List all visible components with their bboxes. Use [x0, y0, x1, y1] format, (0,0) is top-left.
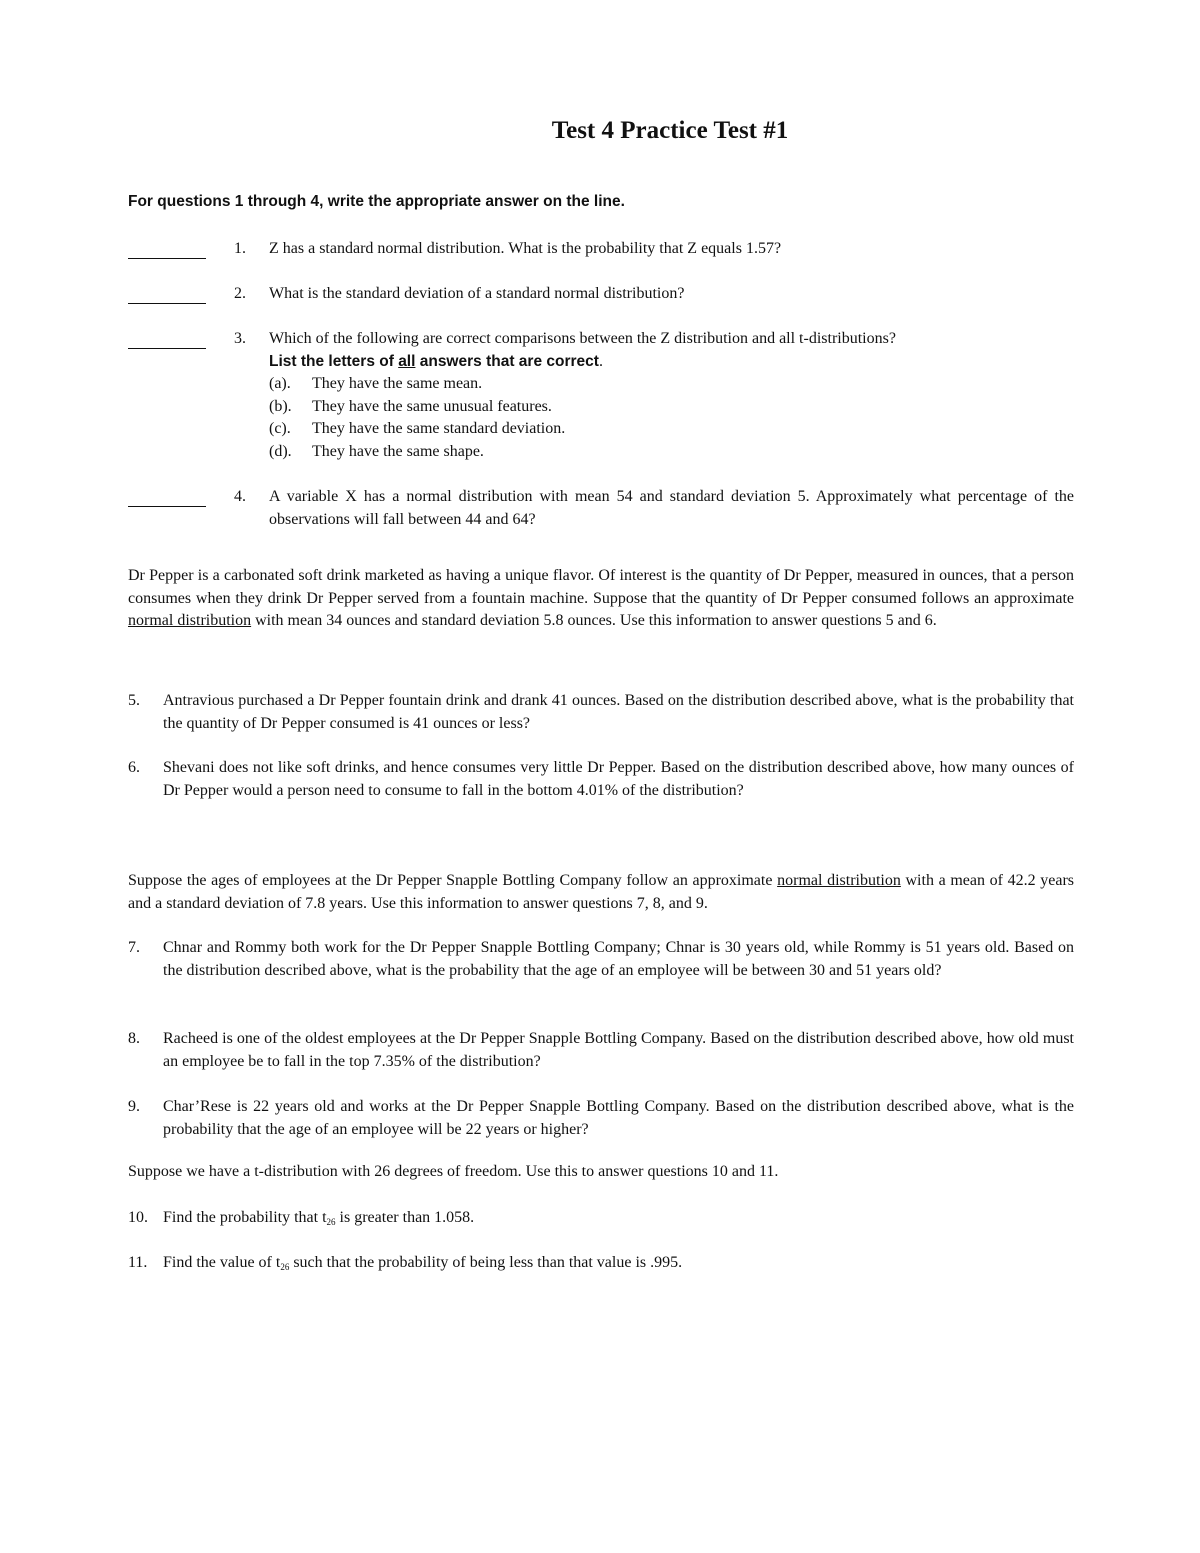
answer-blank-4[interactable]: [128, 506, 206, 507]
option-text: They have the same shape.: [312, 443, 484, 460]
q6-text: Shevani does not like soft drinks, and hence consumes very little Dr Pepper. Based on the distribution described above, how many ounces of Dr Pepper would a person need to consume to fall in the bottom 4.01% of the distribution?: [163, 759, 1074, 799]
q8-number: 8.: [128, 1030, 140, 1047]
option-label: (d).: [269, 443, 292, 460]
q3-option-a: [269, 373, 482, 396]
q3-text: Which of the following are correct comparisons between the Z distribution and all t-distributions?: [269, 330, 896, 347]
q11-pre: Find the value of t: [163, 1254, 281, 1271]
q3-prompt-all: all: [398, 353, 416, 370]
q6-number: 6.: [128, 759, 140, 776]
q2-number: 2.: [234, 285, 246, 302]
q11-post: such that the probability of being less than that value is .995.: [289, 1254, 683, 1271]
q10-post: is greater than 1.058.: [335, 1209, 475, 1226]
employee-age-paragraph: [128, 870, 1074, 915]
q3-option-c: [269, 418, 565, 441]
para2-text-b: with a mean of 42.2 years and a standard deviation of 7.8 years. Use this information to answer questions 7, 8, and 9.: [128, 872, 1075, 912]
q3-option-b: [269, 396, 552, 419]
q3-option-d: [269, 441, 484, 464]
para2-text-a: Suppose the ages of employees at the Dr Pepper Snapple Bottling Company follow an approximate: [128, 872, 778, 889]
q1-number: 1.: [234, 240, 246, 257]
t-distribution-paragraph: Suppose we have a t-distribution with 26 degrees of freedom. Use this to answer questions 10 and 11.: [128, 1163, 779, 1180]
q10-number: 10.: [128, 1209, 148, 1226]
q7-text: Chnar and Rommy both work for the Dr Pepper Snapple Bottling Company; Chnar is 30 years old, while Rommy is 51 years old. Based on the distribution described above, what is the probability that the age of an employee will be between 30 and 51 years old?: [163, 939, 1074, 979]
q10-text: [163, 1207, 1074, 1230]
para1-text-a: Dr Pepper is a carbonated soft drink marketed as having a unique flavor. Of interest is the quantity of Dr Pepper, measured in ounces, that a person consumes when they drink Dr Pepper served from a fountain machine. Suppose that the quantity of Dr Pepper consumed follows an approximate: [128, 567, 1074, 607]
q3-prompt-end: .: [598, 353, 603, 370]
q11-subscript: 26: [280, 1262, 290, 1272]
option-label: (c).: [269, 420, 291, 437]
q2-text: What is the standard deviation of a standard normal distribution?: [269, 285, 685, 302]
para1-normal-distribution: normal distribution: [128, 612, 252, 629]
q5-text: Antravious purchased a Dr Pepper fountain drink and drank 41 ounces. Based on the distribution described above, what is the probability that the quantity of Dr Pepper consumed is 41 ounces or less?: [163, 692, 1074, 732]
option-label: (a).: [269, 375, 291, 392]
option-text: They have the same mean.: [312, 375, 483, 392]
option-text: They have the same standard deviation.: [312, 420, 566, 437]
q11-number: 11.: [128, 1254, 148, 1271]
q10-subscript: 26: [326, 1217, 336, 1227]
dr-pepper-paragraph: [128, 565, 1074, 633]
q3-prompt-c: answers that are correct: [415, 353, 599, 370]
para1-text-b: with mean 34 ounces and standard deviation 5.8 ounces. Use this information to answer questions 5 and 6.: [251, 612, 937, 629]
q8-text: Racheed is one of the oldest employees at the Dr Pepper Snapple Bottling Company. Based on the distribution described above, how old must an employee be to fall in the top 7.35% of the distribution?: [163, 1030, 1074, 1070]
page-title: Test 4 Practice Test #1: [551, 117, 789, 144]
para2-normal-distribution: normal distribution: [777, 872, 901, 889]
answer-blank-3[interactable]: [128, 348, 206, 349]
answer-blank-2[interactable]: [128, 303, 206, 304]
q10-pre: Find the probability that t: [163, 1209, 327, 1226]
q5-number: 5.: [128, 692, 140, 709]
q3-number: 3.: [234, 330, 246, 347]
q3-prompt: [269, 351, 1074, 374]
q4-text: A variable X has a normal distribution with mean 54 and standard deviation 5. Approximately what percentage of the observations will fall between 44 and 64?: [269, 488, 1074, 528]
q9-number: 9.: [128, 1098, 140, 1115]
q7-number: 7.: [128, 939, 140, 956]
option-text: They have the same unusual features.: [312, 398, 552, 415]
option-label: (b).: [269, 398, 292, 415]
q11-text: [163, 1252, 1074, 1275]
q3-prompt-a: List the letters of: [269, 353, 399, 370]
answer-blank-1[interactable]: [128, 258, 206, 259]
q4-number: 4.: [234, 488, 246, 505]
instructions: For questions 1 through 4, write the appropriate answer on the line.: [128, 193, 625, 210]
q9-text: Char’Rese is 22 years old and works at the Dr Pepper Snapple Bottling Company. Based on the distribution described above, what is the probability that the age of an employee will be 22 years or higher?: [163, 1098, 1074, 1138]
q1-text: Z has a standard normal distribution. What is the probability that Z equals 1.57?: [269, 240, 782, 257]
